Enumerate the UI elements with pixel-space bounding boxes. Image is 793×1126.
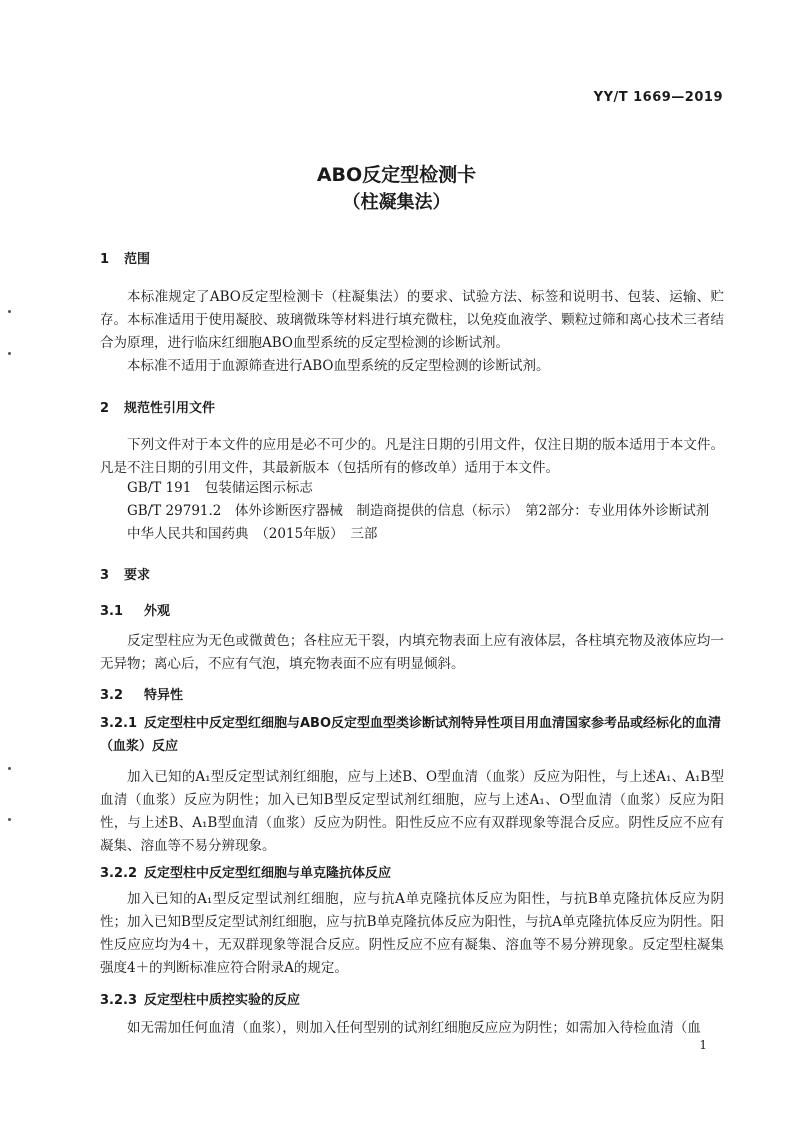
paragraph: 下列文件对于本文件的应用是必不可少的。凡是注日期的引用文件，仅注日期的版本适用于本文件。凡是不注日期的引用文件，其最新版本（包括所有的修改单）适用于本文件。 — [100, 437, 724, 476]
section-title: 反定型柱中反定型红细胞与单克隆抗体反应 — [144, 866, 392, 881]
section-number: 1 — [100, 252, 110, 267]
section-number: 3.2.1 — [100, 716, 138, 731]
paragraph: 反定型柱应为无色或微黄色；各柱应无干裂，内填充物表面上应有液体层，各柱填充物及液体应均一无异物；离心后，不应有气泡，填充物表面不应有明显倾斜。 — [100, 633, 724, 672]
document-title: ABO反定型检测卡 — [316, 164, 477, 186]
section-heading-2 — [100, 397, 215, 416]
scan-mark — [8, 818, 11, 821]
reference-item: GB/T 29791.2 体外诊断医疗器械 制造商提供的信息（标示） 第2部分：专业用体外诊断试剂 — [127, 503, 710, 519]
document-subtitle: （柱凝集法） — [342, 192, 451, 213]
section-number: 3.2 — [100, 688, 124, 703]
section-number: 3.2.2 — [100, 866, 138, 881]
section-heading-1 — [100, 248, 150, 267]
section-number: 3.1 — [100, 604, 124, 619]
section-number: 3.2.3 — [100, 993, 138, 1008]
paragraph: 加入已知的A₁型反定型试剂红细胞，应与抗A单克隆抗体反应为阳性，与抗B单克隆抗体反应为阴性；加入已知B型反定型试剂红细胞，应与抗B单克隆抗体反应为阳性，与抗A单克隆抗体反应为阴性。阳性反应应均为4＋，无双群现象等混合反应。阴性反应不应有凝集、溶血等不易分辨现象。反定型柱凝集强度4＋的判断标准应符合附录A的规定。 — [100, 891, 724, 976]
section-title: 要求 — [124, 568, 151, 583]
section-title: 特异性 — [144, 688, 184, 703]
section-title: 规范性引用文件 — [124, 401, 216, 416]
page-number: 1 — [699, 1038, 707, 1052]
section-heading-3-2-2 — [100, 862, 391, 881]
section-title: 范围 — [124, 252, 151, 267]
reference-item: GB/T 191 包装储运图示标志 — [127, 480, 313, 496]
section-number: 3 — [100, 568, 110, 583]
section-title: 外观 — [144, 604, 171, 619]
scan-mark — [8, 310, 11, 313]
paragraph: 本标准不适用于血源筛查进行ABO血型系统的反定型检测的诊断试剂。 — [127, 358, 550, 374]
section-title: 反定型柱中反定型红细胞与ABO反定型血型类诊断试剂特异性项目用血清国家参考品或经标化的血清（血浆）反应 — [100, 716, 722, 754]
paragraph: 加入已知的A₁型反定型试剂红细胞，应与上述B、O型血清（血浆）反应为阳性，与上述A₁、A₁B型血清（血浆）反应为阴性；加入已知B型反定型试剂红细胞，应与上述A₁、O型血清（血浆）反应为阳性，与上述B、A₁B型血清（血浆）反应为阴性。阳性反应不应有双群现象等混合反应。阴性反应不应有凝集、溶血等不易分辨现象。 — [100, 769, 724, 854]
section-heading-3-1 — [100, 600, 170, 619]
scan-mark — [8, 352, 11, 355]
paragraph: 本标准适用于使用凝胶、玻璃微珠等材料进行填充微柱，以免疫血液学、颗粒过筛和离心技术三者结合为原理，进行临床红细胞ABO血型系统的反定型检测的诊断试剂。 — [100, 312, 724, 351]
scan-mark — [8, 767, 11, 770]
section-heading-3-2-1 — [100, 712, 724, 758]
section-heading-3 — [100, 564, 150, 583]
paragraph: 如无需加任何血清（血浆），则加入任何型别的试剂红细胞反应应为阴性；如需加入待检血清（血 — [127, 1020, 701, 1036]
section-heading-3-2 — [100, 684, 183, 703]
section-title: 反定型柱中质控实验的反应 — [144, 993, 301, 1008]
document-code: YY/T 1669—2019 — [593, 90, 723, 105]
paragraph: 本标准规定了ABO反定型检测卡（柱凝集法）的要求、试验方法、标签和说明书、包装、运输、贮存。 — [100, 289, 724, 328]
section-heading-3-2-3 — [100, 989, 300, 1008]
section-number: 2 — [100, 401, 110, 416]
reference-item: 中华人民共和国药典 （2015年版） 三部 — [127, 526, 378, 542]
